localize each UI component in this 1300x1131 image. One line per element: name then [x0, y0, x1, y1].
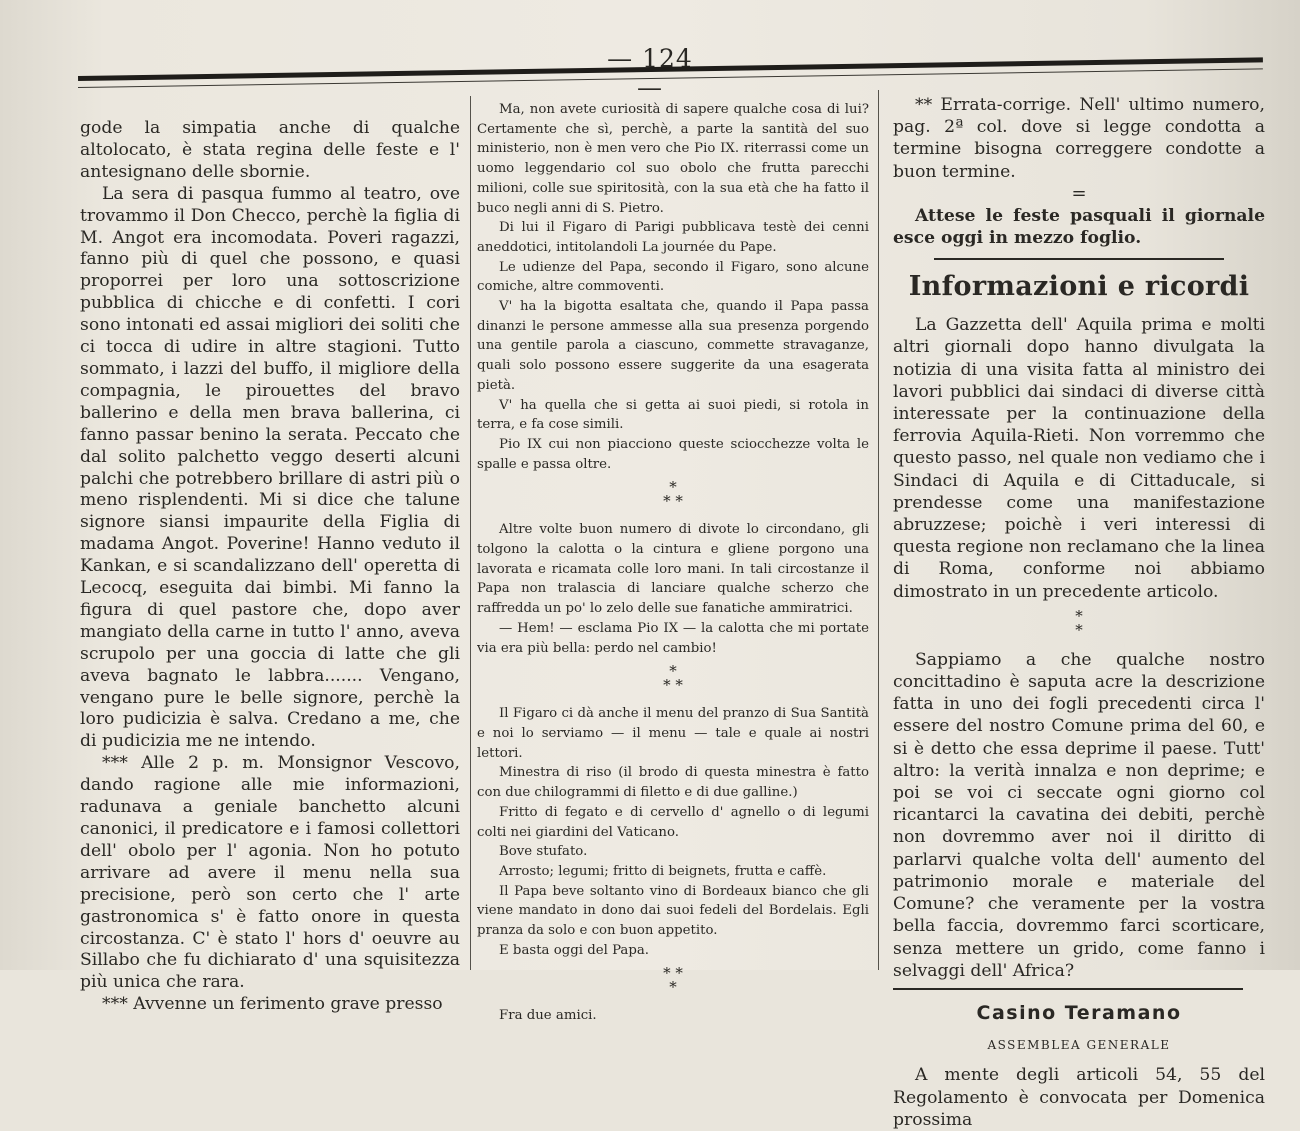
paragraph-col3-errata: ** Errata-corrige. Nell' ultimo numero, pag. 2ª col. dove si legge condotta a termine bisogna correggere condotte a buon termine.	[893, 95, 1265, 182]
paragraph-col2-16: Fra due amici.	[499, 1008, 597, 1024]
column-right	[893, 94, 1265, 1131]
separator-equals: =	[1071, 182, 1087, 204]
paragraph-col2-5: V' ha quella che si getta ai suoi piedi, si rotola in terra, e fa cose simili.	[477, 397, 869, 433]
paragraph-col2-1: Ma, non avete curiosità di sapere qualche cosa di lui? Certamente che sì, perchè, a parte la santità del suo ministerio, non è men vero che Pio IX. riterrassi come un uomo leggendario col suo obolo che frutta parecchi milioni, colle sue spiritosità, con la sua età che ha fatto il buco negli anni di S. Pietro.	[477, 102, 869, 216]
paragraph-col2-9: Il Figaro ci dà anche il menu del pranzo di Sua Santità e noi lo serviamo — il menu — tale e quale ai nostri lettori.	[477, 706, 869, 761]
asterism-4: * *	[1075, 606, 1083, 639]
column-divider-left	[470, 96, 471, 970]
paragraph-col2-8: — Hem! — esclama Pio IX — la calotta che mi portate via era più bella: perdo nel cambio!	[477, 620, 869, 656]
paragraph-col1-2: La sera di pasqua fummo al teatro, ove trovammo il Don Checco, perchè la figlia di M. Angot era incomodata. Poveri ragazzi, fanno più di quel che possono, e quasi proporrei per loro una sottoscrizione pubblica di chicche e di confetti. I cori sono intonati ed assai migliori dei soliti che ci tocca di udire in altre stagioni. Tutto sommato, i lazzi del buffo, il migliore della compagnia, le pirouettes del bravo ballerino e della men brava ballerina, ci fanno passar benino la serata. Peccato che dal solito palchetto veggo deserti alcuni palchi che potrebbero brillare di astri più o meno risplendenti. Mi si dice che talune signore siansi impaurite della Figlia di madama Angot. Poverine! Hanno veduto il Kankan, e si scandalizzano dell' operetta di Lecocq, eseguita dai bimbi. Mi fanno la figura di quel pastore che, dopo aver mangiato della carne in tutto l' anno, aveva scrupolo per una goccia di latte che gli aveva bagnato le labbra....... Vengano, vengano pure le belle signore, perchè la loro pudicizia è salva. Credano a me, che di pudicizia me ne intendo.	[80, 183, 460, 752]
page-number: — 124 —	[607, 44, 693, 102]
paragraph-col2-11: Fritto di fegato e di cervello d' agnello o di legumi colti nei giardini del Vaticano.	[477, 804, 869, 840]
column-middle	[477, 100, 869, 1026]
column-left	[80, 118, 460, 1016]
paragraph-col3-notice: Attese le feste pasquali il giornale esce oggi in mezzo foglio.	[893, 205, 1265, 249]
column-divider-right	[878, 90, 879, 970]
asterism-1: * * *	[663, 478, 683, 511]
paragraph-col2-14: Il Papa beve soltanto vino di Bordeaux bianco che gli viene mandato in dono dai suoi fedeli del Bordelais. Egli pranza da solo e con buon appetito.	[477, 883, 869, 939]
paragraph-col1-1: gode la simpatia anche di qualche altolocato, è stata regina delle feste e l' antesignano delle sbornie.	[80, 118, 460, 182]
paragraph-col2-6: Pio IX cui non piacciono queste sciocchezze volta le spalle e passa oltre.	[477, 436, 869, 472]
section-heading: Informazioni e ricordi	[908, 271, 1250, 303]
assemblea-subtitle: ASSEMBLEA GENERALE	[987, 1038, 1171, 1053]
paragraph-col2-12: Bove stufato.	[499, 844, 588, 860]
paragraph-col3-sappiamo: Sappiamo a che qualche nostro concittadino è saputa acre la descrizione fatta in uno dei fogli precedenti circa l' essere del nostro Comune prima del 60, e si è detto che essa deprime il paese. Tutt' altro: la verità innalza e non deprime; e poi se voi ci seccate ogni giorno col ricantarci la cavatina dei debiti, perchè non dovremmo aver noi il diritto di parlarvi qualche volta dell' aumento del patrimonio morale e materiale del Comune? che veramente per la vostra bella faccia, dovremmo farci scorticare, senza mettere un grido, come fanno i selvaggi dell' Africa?	[893, 649, 1265, 981]
paragraph-col2-7: Altre volte buon numero di divote lo circondano, gli tolgono la calotta o la cintura e gliene porgono una lavorata e ricamata colle loro mani. In tali circostanze il Papa non tralascia di lanciare qualche scherzo che raffredda un po' lo zelo delle sue fanatiche ammiratrici.	[477, 522, 869, 617]
paragraph-col2-3: Le udienze del Papa, secondo il Figaro, sono alcune comiche, altre commoventi.	[477, 259, 869, 295]
paragraph-col2-2: Di lui il Figaro di Parigi pubblicava testè dei cenni aneddotici, intitolandoli La journée du Pape.	[477, 220, 869, 255]
paragraph-col2-15: E basta oggi del Papa.	[499, 942, 650, 958]
asterism-3: * * *	[663, 964, 683, 997]
paragraph-col2-10: Minestra di riso (il brodo di questa minestra è fatto con due chilogrammi di filetto e di due galline.)	[477, 765, 869, 801]
paragraph-col1-4: *** Avvenne un ferimento grave presso	[102, 994, 443, 1015]
casino-title: Casino Teramano	[976, 1001, 1182, 1024]
paragraph-col3-convocata: A mente degli articoli 54, 55 del Regolamento è convocata per Domenica prossima	[893, 1065, 1265, 1130]
casino-rule	[893, 988, 1243, 990]
paragraph-col2-13: Arrosto; legumi; fritto di beignets, frutta e caffè.	[499, 863, 827, 879]
section-rule	[934, 258, 1224, 260]
paragraph-col2-4: V' ha la bigotta esaltata che, quando il Papa passa dinanzi le persone ammesse alla sua presenza porgendo una gentile parola a ciascuno, commette stravaganze, quali solo possono essere suggerite da una esagerata pietà.	[477, 299, 869, 393]
paragraph-col1-3: *** Alle 2 p. m. Monsignor Vescovo, dando ragione alle mie informazioni, radunava a geniale banchetto alcuni canonici, il predicatore e i famosi collettori dell' obolo per l' agonia. Non ho potuto arrivare ad avere il menu nella sua precisione, però son certo che l' arte gastronomica s' è fatto onore in questa circostanza. C' è stato l' hors d' oeuvre au Sillabo che fu dichiarato d' una squisitezza più unica che rara.	[80, 753, 460, 993]
paragraph-col3-gazzetta: La Gazzetta dell' Aquila prima e molti altri giornali dopo hanno divulgata la notizia di una visita fatta al ministro dei lavori pubblici dai sindaci di diverse città interessate per la continuazione della ferrovia Aquila-Rieti. Non vorremmo che questo passo, nel quale non vediamo che i Sindaci di Aquila e di Cittaducale, si prendesse come una manifestazione abruzzese; poichè i veri interessi di questa regione non reclamano che la linea di Roma, conforme noi abbiamo dimostrato in un precedente articolo.	[893, 315, 1265, 602]
asterism-2: * * *	[663, 662, 683, 695]
